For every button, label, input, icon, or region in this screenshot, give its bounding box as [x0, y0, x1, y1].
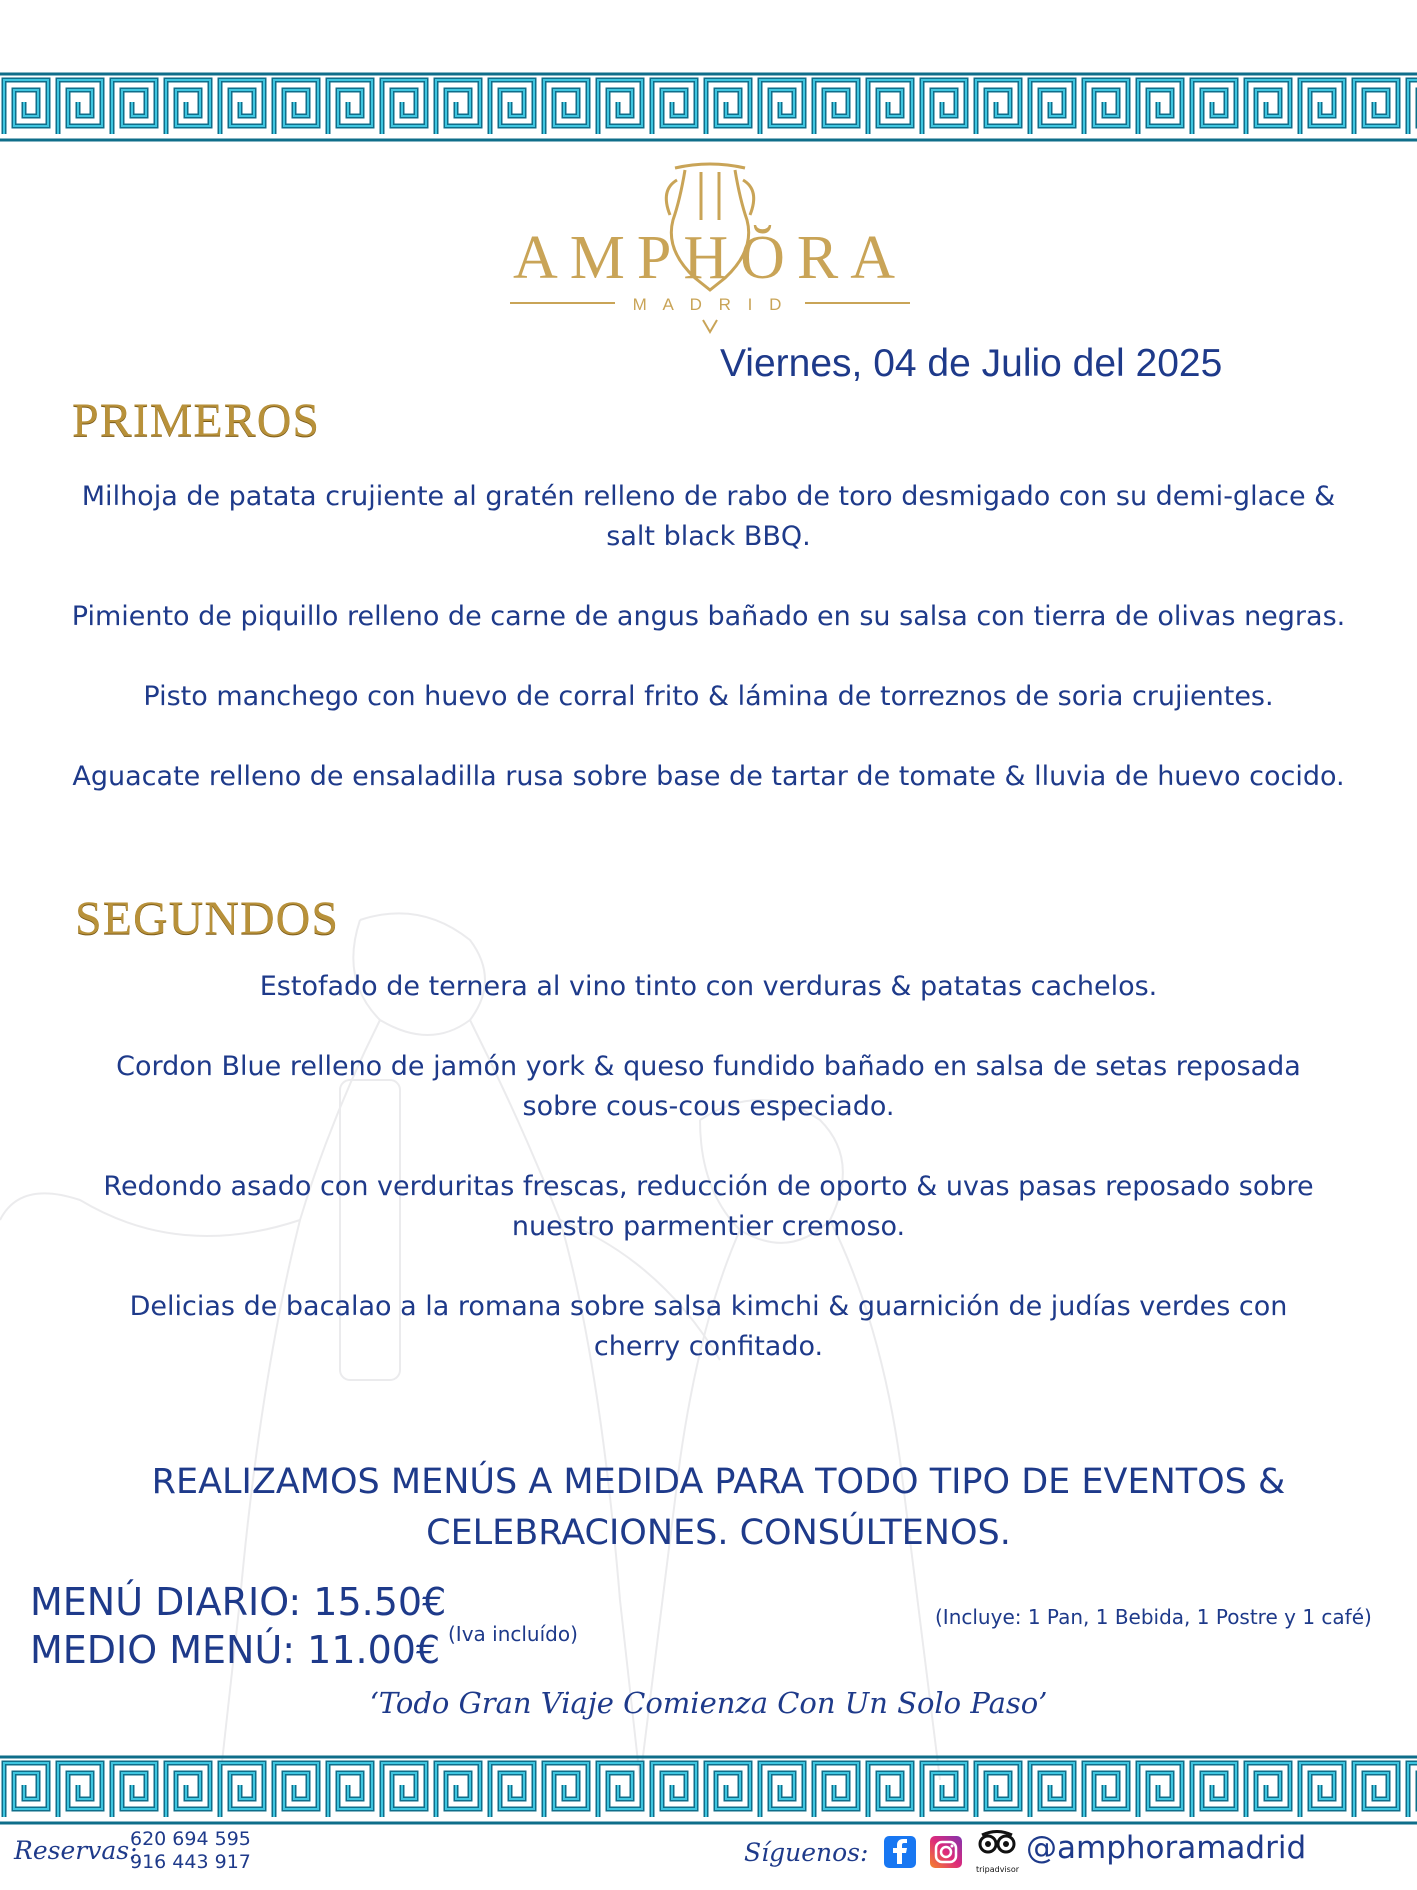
tripadvisor-icon[interactable] [976, 1830, 1018, 1874]
amphora-logo [505, 160, 915, 340]
includes-note: (Incluye: 1 Pan, 1 Bebida, 1 Postre y 1 café) [935, 1605, 1372, 1629]
reservation-phones [130, 1828, 251, 1874]
iva-note: (Iva incluído) [448, 1622, 578, 1646]
siguenos-label: Síguenos: [744, 1838, 869, 1867]
segundos-title: SEGUNDOS [75, 892, 340, 945]
brand-name: AMPHŎRA [512, 224, 908, 292]
facebook-icon[interactable] [884, 1836, 916, 1868]
greek-key-border-top [0, 72, 1417, 158]
motto-quote: ‘Todo Gran Viaje Comienza Con Un Solo Paso’ [369, 1686, 1048, 1720]
social-handle[interactable]: @amphoramadrid [1026, 1830, 1307, 1866]
phone-1[interactable]: 620 694 595 [130, 1828, 251, 1850]
primeros-item: Pisto manchego con huevo de corral frito & lámina de torreznos de soria crujientes. [143, 681, 1274, 712]
segundos-item: Estofado de ternera al vino tinto con verduras & patatas cachelos. [259, 971, 1158, 1002]
brand-sub: M A D R I D [632, 295, 788, 314]
primeros-title: PRIMEROS [72, 394, 321, 447]
primeros-item: Milhoja de patata crujiente al gratén relleno de rabo de toro desmigado con su demi-glace & salt black BBQ. [81, 481, 1336, 552]
reservas-label: Reservas: [14, 1836, 138, 1865]
menu-date: Viernes, 04 de Julio del 2025 [720, 342, 1223, 385]
primeros-item: Aguacate relleno de ensaladilla rusa sobre base de tartar de tomate & lluvia de huevo cocido. [72, 761, 1345, 792]
primeros-item: Pimiento de piquillo relleno de carne de angus bañado en su salsa con tierra de olivas negras. [71, 601, 1346, 632]
instagram-icon[interactable] [930, 1836, 962, 1868]
daily-menu-price: MENÚ DIARIO: 15.50€ [30, 1580, 447, 1624]
segundos-item: Cordon Blue relleno de jamón york & queso fundido bañado en salsa de setas reposada sobre cous-cous especiado. [116, 1051, 1301, 1122]
half-menu-price: MEDIO MENÚ: 11.00€ [30, 1628, 441, 1672]
phone-2[interactable]: 916 443 917 [130, 1851, 251, 1873]
segundos-item: Delicias de bacalao a la romana sobre salsa kimchi & guarnición de judías verdes con cherry confitado. [129, 1291, 1288, 1362]
segundos-item: Redondo asado con verduritas frescas, reducción de oporto & uvas pasas reposado sobre nuestro parmentier cremoso. [103, 1171, 1314, 1242]
tripadvisor-label: tripadvisor [976, 1865, 1020, 1874]
events-promo: REALIZAMOS MENÚS A MEDIDA PARA TODO TIPO DE EVENTOS & CELEBRACIONES. CONSÚLTENOS. [151, 1462, 1286, 1553]
